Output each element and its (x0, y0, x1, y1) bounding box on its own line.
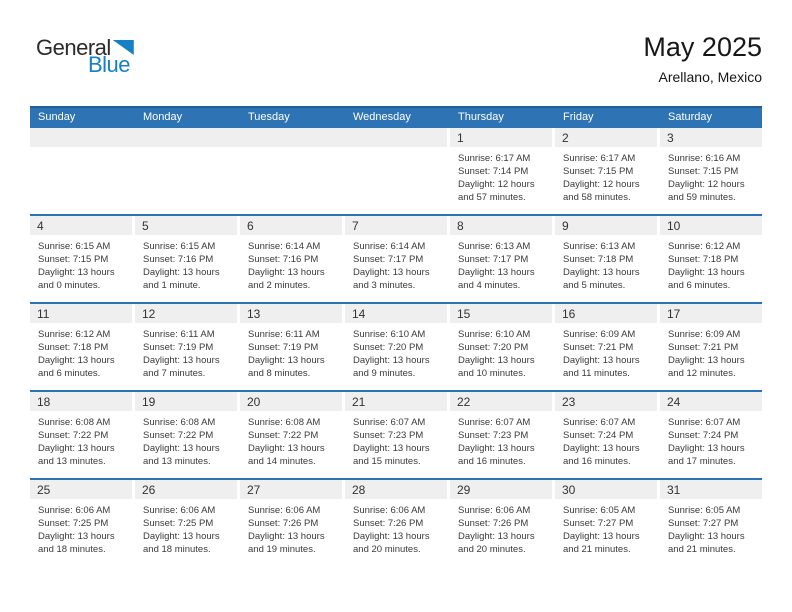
sunrise-text: Sunrise: 6:15 AM (38, 241, 111, 252)
sunset-text: Sunset: 7:22 PM (38, 430, 109, 441)
sunrise-text: Sunrise: 6:09 AM (563, 329, 636, 340)
calendar-day-23 (555, 392, 657, 478)
weekday-wednesday: Wednesday (353, 111, 411, 123)
calendar-day-25 (30, 480, 132, 566)
sunrise-text: Sunrise: 6:09 AM (668, 329, 741, 340)
daylight-text: Daylight: 12 hours and 59 minutes. (668, 179, 745, 203)
sunset-text: Sunset: 7:18 PM (668, 254, 739, 265)
sunrise-text: Sunrise: 6:07 AM (668, 417, 741, 428)
sunrise-text: Sunrise: 6:07 AM (353, 417, 426, 428)
day-number: 28 (345, 480, 447, 499)
sunset-text: Sunset: 7:26 PM (248, 518, 319, 529)
daylight-text: Daylight: 13 hours and 18 minutes. (38, 531, 115, 555)
sunset-text: Sunset: 7:26 PM (353, 518, 424, 529)
day-number: 3 (660, 128, 762, 147)
sunset-text: Sunset: 7:19 PM (143, 342, 214, 353)
daylight-text: Daylight: 12 hours and 58 minutes. (563, 179, 640, 203)
day-number: 29 (450, 480, 552, 499)
daylight-text: Daylight: 13 hours and 7 minutes. (143, 355, 220, 379)
sunrise-text: Sunrise: 6:07 AM (458, 417, 531, 428)
sunrise-text: Sunrise: 6:12 AM (38, 329, 111, 340)
sunrise-text: Sunrise: 6:17 AM (563, 153, 636, 164)
calendar-day-21 (345, 392, 447, 478)
day-number: 16 (555, 304, 657, 323)
daylight-text: Daylight: 13 hours and 14 minutes. (248, 443, 325, 467)
sunrise-text: Sunrise: 6:13 AM (563, 241, 636, 252)
sunset-text: Sunset: 7:27 PM (668, 518, 739, 529)
daylight-text: Daylight: 13 hours and 17 minutes. (668, 443, 745, 467)
daylight-text: Daylight: 13 hours and 20 minutes. (458, 531, 535, 555)
calendar-day-4 (30, 216, 132, 302)
sunset-text: Sunset: 7:17 PM (458, 254, 529, 265)
day-number: 31 (660, 480, 762, 499)
daylight-text: Daylight: 13 hours and 3 minutes. (353, 267, 430, 291)
daylight-text: Daylight: 13 hours and 8 minutes. (248, 355, 325, 379)
sunset-text: Sunset: 7:21 PM (668, 342, 739, 353)
calendar-day-11 (30, 304, 132, 390)
calendar-day-7 (345, 216, 447, 302)
calendar-day-2 (555, 128, 657, 214)
daylight-text: Daylight: 13 hours and 5 minutes. (563, 267, 640, 291)
daylight-text: Daylight: 13 hours and 4 minutes. (458, 267, 535, 291)
weekday-sunday: Sunday (38, 111, 76, 123)
sunrise-text: Sunrise: 6:05 AM (668, 505, 741, 516)
daylight-text: Daylight: 13 hours and 6 minutes. (668, 267, 745, 291)
sunrise-text: Sunrise: 6:06 AM (248, 505, 321, 516)
sunset-text: Sunset: 7:24 PM (563, 430, 634, 441)
day-number: 30 (555, 480, 657, 499)
calendar-day-16 (555, 304, 657, 390)
sunrise-text: Sunrise: 6:13 AM (458, 241, 531, 252)
calendar-day-24 (660, 392, 762, 478)
daylight-text: Daylight: 13 hours and 13 minutes. (143, 443, 220, 467)
daylight-text: Daylight: 13 hours and 0 minutes. (38, 267, 115, 291)
sunrise-text: Sunrise: 6:14 AM (353, 241, 426, 252)
calendar-day-3 (660, 128, 762, 214)
weekday-saturday: Saturday (668, 111, 713, 123)
day-number: 7 (345, 216, 447, 235)
day-number: 6 (240, 216, 342, 235)
sunset-text: Sunset: 7:14 PM (458, 166, 529, 177)
sunrise-text: Sunrise: 6:12 AM (668, 241, 741, 252)
calendar-day-26 (135, 480, 237, 566)
day-number: 26 (135, 480, 237, 499)
calendar-day-29 (450, 480, 552, 566)
daylight-text: Daylight: 13 hours and 9 minutes. (353, 355, 430, 379)
daylight-text: Daylight: 13 hours and 11 minutes. (563, 355, 640, 379)
calendar-day-15 (450, 304, 552, 390)
daylight-text: Daylight: 13 hours and 1 minute. (143, 267, 220, 291)
week-row-2 (30, 214, 762, 302)
sunset-text: Sunset: 7:19 PM (248, 342, 319, 353)
daylight-text: Daylight: 13 hours and 18 minutes. (143, 531, 220, 555)
calendar-day-18 (30, 392, 132, 478)
page-subtitle: Arellano, Mexico (658, 69, 762, 85)
weekday-tuesday: Tuesday (248, 111, 290, 123)
daylight-text: Daylight: 13 hours and 6 minutes. (38, 355, 115, 379)
calendar-day-31 (660, 480, 762, 566)
day-number: 23 (555, 392, 657, 411)
page-header (0, 0, 792, 106)
sunset-text: Sunset: 7:22 PM (248, 430, 319, 441)
sunset-text: Sunset: 7:18 PM (38, 342, 109, 353)
sunset-text: Sunset: 7:24 PM (668, 430, 739, 441)
sunset-text: Sunset: 7:23 PM (458, 430, 529, 441)
week-row-5 (30, 478, 762, 566)
daylight-text: Daylight: 13 hours and 13 minutes. (38, 443, 115, 467)
day-number: 21 (345, 392, 447, 411)
day-number: 14 (345, 304, 447, 323)
week-row-3 (30, 302, 762, 390)
day-number: 10 (660, 216, 762, 235)
sunrise-text: Sunrise: 6:06 AM (353, 505, 426, 516)
sunset-text: Sunset: 7:20 PM (353, 342, 424, 353)
calendar-day-17 (660, 304, 762, 390)
sunset-text: Sunset: 7:25 PM (143, 518, 214, 529)
day-number: 22 (450, 392, 552, 411)
calendar-day-19 (135, 392, 237, 478)
daylight-text: Daylight: 13 hours and 16 minutes. (563, 443, 640, 467)
day-number: 15 (450, 304, 552, 323)
sunset-text: Sunset: 7:16 PM (248, 254, 319, 265)
daylight-text: Daylight: 13 hours and 19 minutes. (248, 531, 325, 555)
sunrise-text: Sunrise: 6:14 AM (248, 241, 321, 252)
sunrise-text: Sunrise: 6:16 AM (668, 153, 741, 164)
sunrise-text: Sunrise: 6:10 AM (353, 329, 426, 340)
day-number-band (30, 128, 447, 147)
weekday-friday: Friday (563, 111, 594, 123)
calendar-day-22 (450, 392, 552, 478)
day-number: 17 (660, 304, 762, 323)
sunset-text: Sunset: 7:26 PM (458, 518, 529, 529)
day-number: 13 (240, 304, 342, 323)
calendar-day-1 (450, 128, 552, 214)
sunset-text: Sunset: 7:15 PM (38, 254, 109, 265)
day-number: 18 (30, 392, 132, 411)
weekday-thursday: Thursday (458, 111, 504, 123)
sunrise-text: Sunrise: 6:06 AM (458, 505, 531, 516)
calendar-day-28 (345, 480, 447, 566)
logo-text-blue: Blue (88, 52, 131, 77)
daylight-text: Daylight: 13 hours and 21 minutes. (668, 531, 745, 555)
sunset-text: Sunset: 7:15 PM (668, 166, 739, 177)
week-row-4 (30, 390, 762, 478)
calendar-day-14 (345, 304, 447, 390)
day-number: 9 (555, 216, 657, 235)
sunset-text: Sunset: 7:22 PM (143, 430, 214, 441)
day-number: 4 (30, 216, 132, 235)
calendar-day-27 (240, 480, 342, 566)
sunset-text: Sunset: 7:15 PM (563, 166, 634, 177)
sunset-text: Sunset: 7:20 PM (458, 342, 529, 353)
day-number: 25 (30, 480, 132, 499)
calendar-day-10 (660, 216, 762, 302)
sunset-text: Sunset: 7:27 PM (563, 518, 634, 529)
day-number: 27 (240, 480, 342, 499)
sunrise-text: Sunrise: 6:06 AM (143, 505, 216, 516)
daylight-text: Daylight: 13 hours and 15 minutes. (353, 443, 430, 467)
day-number: 1 (450, 128, 552, 147)
calendar-day-8 (450, 216, 552, 302)
daylight-text: Daylight: 13 hours and 21 minutes. (563, 531, 640, 555)
day-number: 11 (30, 304, 132, 323)
sunrise-text: Sunrise: 6:08 AM (143, 417, 216, 428)
daylight-text: Daylight: 13 hours and 20 minutes. (353, 531, 430, 555)
sunset-text: Sunset: 7:16 PM (143, 254, 214, 265)
sunset-text: Sunset: 7:18 PM (563, 254, 634, 265)
page-title: May 2025 (643, 32, 762, 62)
day-number: 2 (555, 128, 657, 147)
day-number: 5 (135, 216, 237, 235)
sunrise-text: Sunrise: 6:08 AM (38, 417, 111, 428)
calendar-empty-cells (30, 128, 447, 214)
calendar-day-12 (135, 304, 237, 390)
sunset-text: Sunset: 7:25 PM (38, 518, 109, 529)
daylight-text: Daylight: 13 hours and 16 minutes. (458, 443, 535, 467)
calendar-day-9 (555, 216, 657, 302)
daylight-text: Daylight: 12 hours and 57 minutes. (458, 179, 535, 203)
sunset-text: Sunset: 7:17 PM (353, 254, 424, 265)
sunrise-text: Sunrise: 6:06 AM (38, 505, 111, 516)
calendar-day-6 (240, 216, 342, 302)
sunrise-text: Sunrise: 6:10 AM (458, 329, 531, 340)
sunrise-text: Sunrise: 6:11 AM (143, 329, 215, 340)
daylight-text: Daylight: 13 hours and 12 minutes. (668, 355, 745, 379)
sunrise-text: Sunrise: 6:15 AM (143, 241, 216, 252)
day-number: 20 (240, 392, 342, 411)
calendar-day-5 (135, 216, 237, 302)
general-blue-logo (36, 35, 134, 77)
sunrise-text: Sunrise: 6:08 AM (248, 417, 321, 428)
weekday-header-row (30, 106, 762, 126)
day-number: 24 (660, 392, 762, 411)
calendar (30, 106, 762, 566)
calendar-day-20 (240, 392, 342, 478)
logo-text-general: General (36, 35, 111, 60)
daylight-text: Daylight: 13 hours and 10 minutes. (458, 355, 535, 379)
calendar-day-13 (240, 304, 342, 390)
sunrise-text: Sunrise: 6:11 AM (248, 329, 320, 340)
calendar-day-30 (555, 480, 657, 566)
sunset-text: Sunset: 7:23 PM (353, 430, 424, 441)
sunrise-text: Sunrise: 6:17 AM (458, 153, 531, 164)
day-number: 8 (450, 216, 552, 235)
day-number: 19 (135, 392, 237, 411)
week-row-1 (30, 126, 762, 214)
sunrise-text: Sunrise: 6:05 AM (563, 505, 636, 516)
sunset-text: Sunset: 7:21 PM (563, 342, 634, 353)
day-number: 12 (135, 304, 237, 323)
daylight-text: Daylight: 13 hours and 2 minutes. (248, 267, 325, 291)
weekday-monday: Monday (143, 111, 183, 123)
sunrise-text: Sunrise: 6:07 AM (563, 417, 636, 428)
